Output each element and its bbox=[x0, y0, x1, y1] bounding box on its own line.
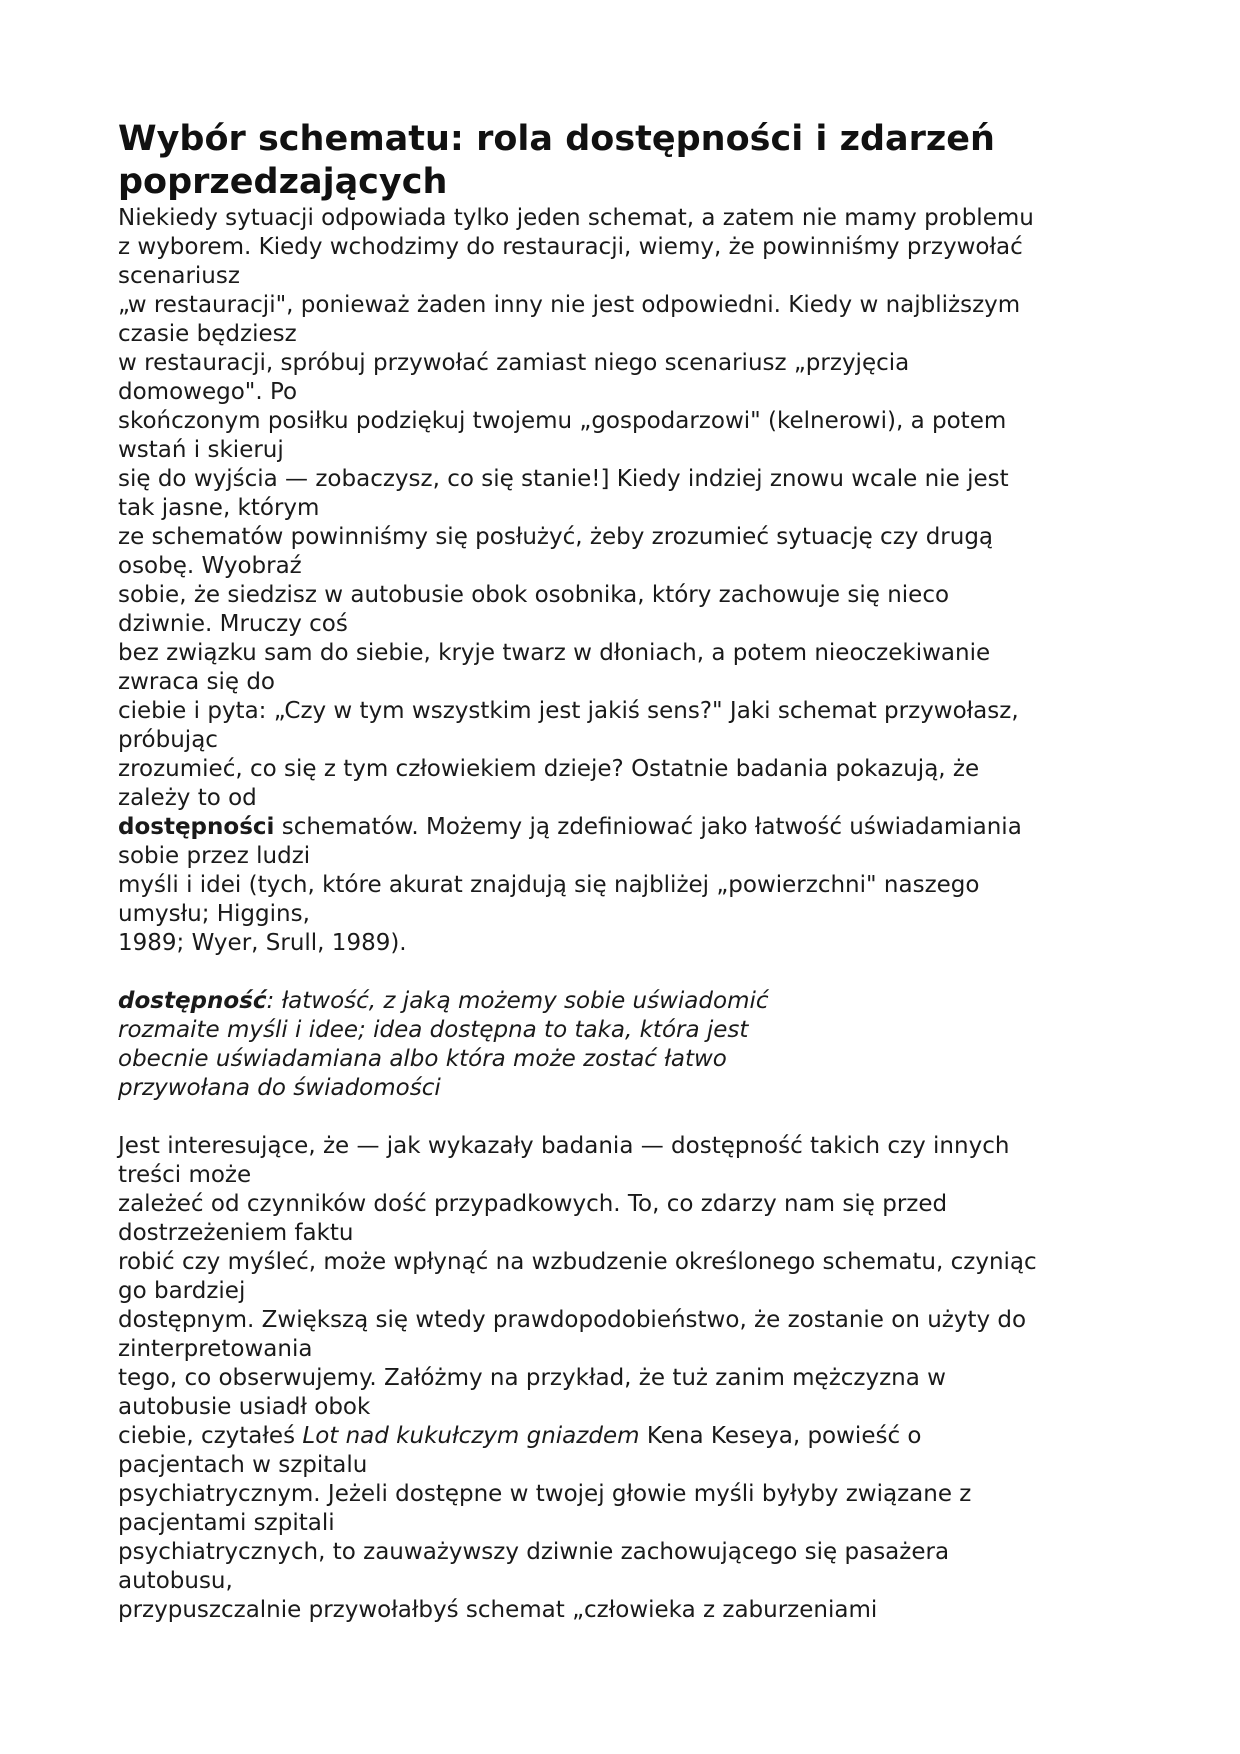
text-line: umysłu; Higgins, bbox=[118, 901, 310, 927]
text-line: go bardziej bbox=[118, 1278, 246, 1304]
paragraph-gap bbox=[118, 958, 1138, 987]
text-line: scenariusz bbox=[118, 263, 240, 289]
text-line: tego, co obserwujemy. Załóżmy na przykład, że tuż zanim mężczyzna w bbox=[118, 1365, 946, 1391]
text-span: Kena Keseya, powieść o bbox=[639, 1423, 922, 1449]
text-line: przywołana do świadomości bbox=[118, 1075, 441, 1101]
text-line: skończonym posiłku podziękuj twojemu „gospodarzowi" (kelnerowi), a potem bbox=[118, 408, 1007, 434]
text-line: sobie przez ludzi bbox=[118, 843, 311, 869]
text-line: zrozumieć, co się z tym człowiekiem dzieje? Ostatnie badania pokazują, że bbox=[118, 756, 980, 782]
text-line: myśli i idei (tych, które akurat znajdują się najbliżej „powierzchni" naszego bbox=[118, 872, 980, 898]
text-line bbox=[118, 1422, 1138, 1451]
paragraph-intro bbox=[118, 204, 1138, 958]
text-line: Jest interesujące, że — jak wykazały badania — dostępność takich czy innych bbox=[118, 1133, 1010, 1159]
text-line: zależeć od czynników dość przypadkowych. To, co zdarzy nam się przed bbox=[118, 1191, 948, 1217]
text-line: zależy to od bbox=[118, 785, 257, 811]
document-title bbox=[118, 118, 1138, 204]
text-line: rozmaite myśli i idee; idea dostępna to taka, która jest bbox=[118, 1017, 749, 1043]
text-line: ciebie i pyta: „Czy w tym wszystkim jest jakiś sens?" Jaki schemat przywołasz, bbox=[118, 698, 1019, 724]
text-line bbox=[118, 987, 1138, 1016]
bold-term: dostępności bbox=[118, 814, 275, 840]
text-line: pacjentami szpitali bbox=[118, 1510, 335, 1536]
text-line: autobusu, bbox=[118, 1568, 233, 1594]
text-line: się do wyjścia — zobaczysz, co się stanie!] Kiedy indziej znowu wcale nie jest bbox=[118, 466, 1009, 492]
text-line: 1989; Wyer, Srull, 1989). bbox=[118, 930, 407, 956]
text-line: próbując bbox=[118, 727, 218, 753]
text-line: domowego". Po bbox=[118, 379, 298, 405]
text-line: psychiatrycznym. Jeżeli dostępne w twojej głowie myśli byłyby związane z bbox=[118, 1481, 972, 1507]
text-line bbox=[118, 813, 1138, 842]
text-line: osobę. Wyobraź bbox=[118, 553, 302, 579]
text-line: bez związku sam do siebie, kryje twarz w dłoniach, a potem nieoczekiwanie bbox=[118, 640, 991, 666]
paragraph-accessibility bbox=[118, 1132, 1138, 1625]
text-line: czasie będziesz bbox=[118, 321, 297, 347]
definition-term: dostępność bbox=[118, 988, 267, 1014]
text-line: tak jasne, którym bbox=[118, 495, 320, 521]
text-span: ciebie, czytałeś bbox=[118, 1423, 303, 1449]
text-line: ze schematów powinniśmy się posłużyć, żeby zrozumieć sytuację czy drugą bbox=[118, 524, 994, 550]
book-title: Lot nad kukułczym gniazdem bbox=[302, 1423, 640, 1449]
text-span: : łatwość, z jaką możemy sobie uświadomić bbox=[266, 988, 769, 1014]
title-line: poprzedzających bbox=[118, 162, 448, 202]
document-page bbox=[118, 118, 1138, 1625]
text-line: robić czy myśleć, może wpłynąć na wzbudzenie określonego schematu, czyniąc bbox=[118, 1249, 1037, 1275]
text-line: treści może bbox=[118, 1162, 252, 1188]
text-line: zwraca się do bbox=[118, 669, 275, 695]
text-line: wstań i skieruj bbox=[118, 437, 284, 463]
text-line: przypuszczalnie przywołałbyś schemat „człowieka z zaburzeniami bbox=[118, 1597, 878, 1623]
text-line: dostrzeżeniem faktu bbox=[118, 1220, 354, 1246]
text-line: „w restauracji", ponieważ żaden inny nie jest odpowiedni. Kiedy w najbliższym bbox=[118, 292, 1021, 318]
text-line: zinterpretowania bbox=[118, 1336, 313, 1362]
definition-block bbox=[118, 987, 1138, 1103]
text-line: obecnie uświadamiana albo która może zostać łatwo bbox=[118, 1046, 727, 1072]
text-line: sobie, że siedzisz w autobusie obok osobnika, który zachowuje się nieco bbox=[118, 582, 950, 608]
paragraph-gap bbox=[118, 1103, 1138, 1132]
text-line: psychiatrycznych, to zauważywszy dziwnie zachowującego się pasażera bbox=[118, 1539, 950, 1565]
text-line: z wyborem. Kiedy wchodzimy do restauracji, wiemy, że powinniśmy przywołać bbox=[118, 234, 1023, 260]
text-span: schematów. Możemy ją zdefiniować jako łatwość uświadamiania bbox=[274, 814, 1022, 840]
text-line: pacjentach w szpitalu bbox=[118, 1452, 368, 1478]
text-line: Niekiedy sytuacji odpowiada tylko jeden schemat, a zatem nie mamy problemu bbox=[118, 205, 1034, 231]
text-line: dostępnym. Zwiększą się wtedy prawdopodobieństwo, że zostanie on użyty do bbox=[118, 1307, 1027, 1333]
text-line: dziwnie. Mruczy coś bbox=[118, 611, 348, 637]
text-line: w restauracji, spróbuj przywołać zamiast niego scenariusz „przyjęcia bbox=[118, 350, 910, 376]
title-line: Wybór schematu: rola dostępności i zdarzeń bbox=[118, 119, 995, 159]
text-line: autobusie usiadł obok bbox=[118, 1394, 371, 1420]
